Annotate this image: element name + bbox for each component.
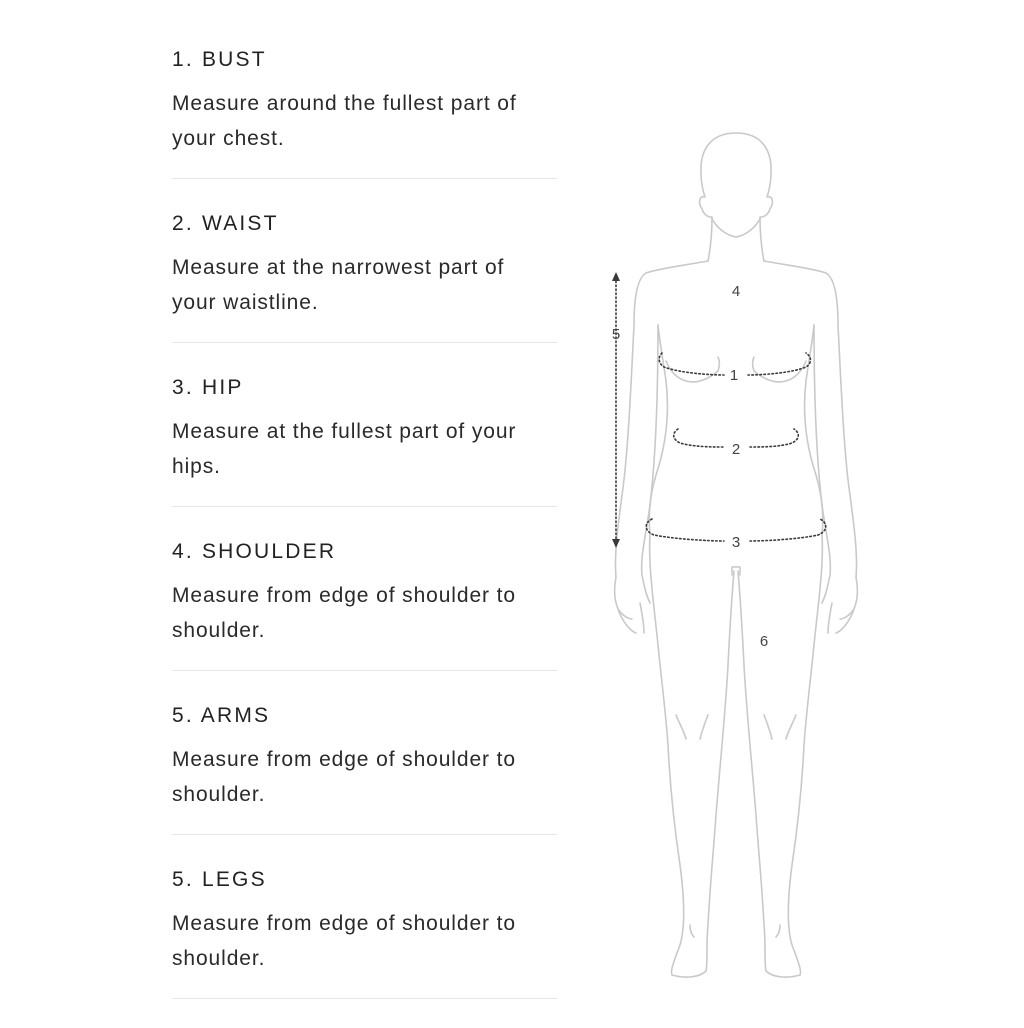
hip-measure-line-right bbox=[750, 519, 826, 541]
bust-measure-line bbox=[659, 353, 724, 375]
bust-measure-line-right bbox=[748, 353, 811, 375]
guide-item-shoulder bbox=[172, 536, 557, 671]
measurement-guide-list bbox=[172, 44, 557, 1028]
guide-item-legs bbox=[172, 864, 557, 999]
leg-label: 6 bbox=[759, 633, 769, 650]
guide-title: 3. HIP bbox=[172, 376, 244, 399]
measurement-lines bbox=[616, 281, 826, 541]
arm-label: 5 bbox=[611, 326, 621, 343]
guide-item-bust bbox=[172, 44, 557, 179]
arrow-down-icon bbox=[612, 539, 620, 548]
guide-text: Measure at the fullest part of your hips. bbox=[172, 420, 517, 478]
guide-text: Measure around the fullest part of your chest. bbox=[172, 92, 517, 150]
guide-item-hip bbox=[172, 372, 557, 507]
bust-label: 1 bbox=[729, 367, 739, 384]
guide-item-waist bbox=[172, 208, 557, 343]
guide-title: 5. LEGS bbox=[172, 868, 267, 891]
body-measurement-figure bbox=[600, 125, 870, 985]
body-outline-svg bbox=[600, 125, 870, 985]
waist-measure-line bbox=[674, 429, 724, 447]
hip-label: 3 bbox=[731, 534, 741, 551]
guide-text: Measure from edge of shoulder to shoulder. bbox=[172, 584, 516, 642]
shoulder-label: 4 bbox=[731, 283, 741, 300]
guide-item-arms bbox=[172, 700, 557, 835]
guide-title: 2. WAIST bbox=[172, 212, 279, 235]
guide-title: 4. SHOULDER bbox=[172, 540, 337, 563]
guide-text: Measure from edge of shoulder to shoulder. bbox=[172, 912, 516, 970]
arrow-up-icon bbox=[612, 272, 620, 281]
guide-text: Measure at the narrowest part of your waistline. bbox=[172, 256, 505, 314]
body-outline-icon bbox=[615, 133, 858, 977]
waist-measure-line-right bbox=[750, 429, 798, 447]
guide-title: 1. BUST bbox=[172, 48, 267, 71]
waist-label: 2 bbox=[731, 441, 741, 458]
guide-title: 5. ARMS bbox=[172, 704, 271, 727]
guide-text: Measure from edge of shoulder to shoulder. bbox=[172, 748, 516, 806]
hip-measure-line bbox=[646, 519, 724, 541]
